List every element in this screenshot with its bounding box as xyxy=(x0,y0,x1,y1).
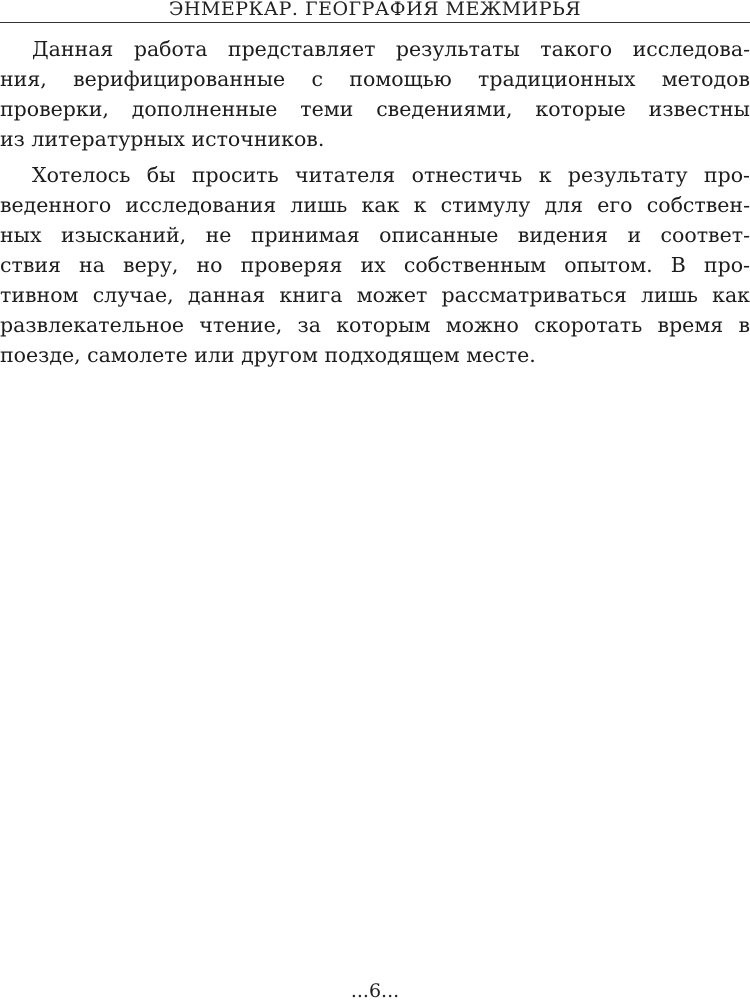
paragraph-line: развлекательное чтение, за которым можно скоротать время в xyxy=(0,313,750,337)
paragraph-line: тивном случае, данная книга может рассматриваться лишь как xyxy=(0,283,750,307)
paragraph-1 xyxy=(0,34,750,154)
running-header-title: ЭНМЕРКАР. ГЕОГРАФИЯ МЕЖМИРЬЯ xyxy=(168,0,582,20)
paragraph-line: Данная работа представляет результаты такого исследова- xyxy=(32,37,750,61)
paragraph-line: проверки, дополненные теми сведениями, которые известны xyxy=(0,97,750,121)
header-divider xyxy=(0,22,750,23)
paragraph-line: из литературных источников. xyxy=(0,127,325,151)
page-number: ...6... xyxy=(350,980,400,1002)
paragraph-2 xyxy=(0,160,750,370)
body-text xyxy=(0,34,750,370)
paragraph-line: Хотелось бы просить читателя отнестичь к результату про- xyxy=(32,163,750,187)
paragraph-line: ствия на веру, но проверяя их собственным опытом. В про- xyxy=(0,253,750,277)
paragraph-line: поезде, самолете или другом подходящем месте. xyxy=(0,343,536,367)
paragraph-line: ных изысканий, не принимая описанные видения и соответ- xyxy=(0,223,750,247)
paragraph-line: веденного исследования лишь как к стимулу для его собствен- xyxy=(0,193,750,217)
paragraph-line: ния, верифицированные с помощью традиционных методов xyxy=(0,67,750,91)
